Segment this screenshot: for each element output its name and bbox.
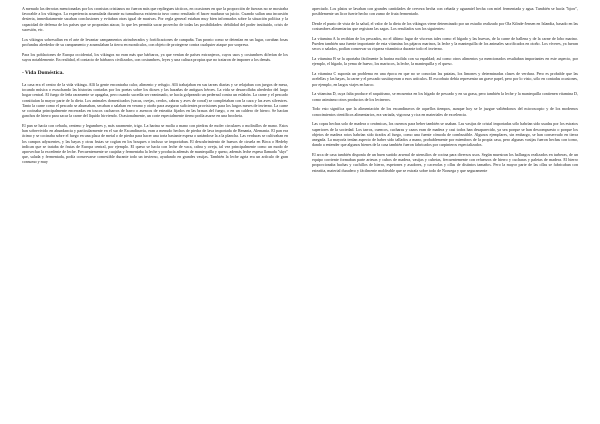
paragraph: La vitamina A la recibían de los pescados, no el último lugar de vísceras tales como el hígado y las huevas, de la carne de ballena y de la carne de lobo marino. Pueden también una fuente importante de esta vitamina los pájaros marinos, la leche y la mantequilla de los animales sacrificados en otoño. Los víveres, ya fueran secos o salados, podían conservar su riqueza vitamínica durante todo el invierno.	[312, 36, 578, 52]
left-column	[22, 6, 288, 424]
paragraph: La vitamina B se la aportaba fácilmente la harina molida con su espaldad; así como otros alimentos ya mencionados resultaban importantes en este aspecto, por ejemplo, el hígado, la yema de huevo, los mariscos, la leche, la mantequilla y el queso.	[312, 56, 578, 67]
paragraph: El pan se hacía con cebada, centeno y legumbres y, más raramente, trigo. La harina se molía a mano con piedras de moler circulares o molinillos de mano. Estos han sobrevivido en abundancia y particularmente en el sur de Escandinavia, eran a menudo hechos de piedra de lava importada de Renania, Alemania. El pan era ácimo y se cocinaba sobre el fuego en una placa de metal o de piedra para hacer una torta bastante espesa o untándose la a la plancha. Las verduras se cultivaban en los campos adyacentes, y las bayas y otras frutas se cogían en los bosques o incluso se importaban. El descubrimiento de huesos de ciruela en Birca o Hedeby indican que se trataba de frutas de Europa central, por ejemplo. El queso se hacía con leche de vaca, cabra y oveja, tal vez principalmente como un modo de aprovechar la excedente de leche. Frecuentemente se cuajaba y fermentaba la leche y producía además de mantequilla y queso, además leche espesa llamada "skyr" que, salada y fermentada, podía conservarse comestible durante todo un invierno, ayudando en grandes vasijas. También la leche agria era un artículo de gran consumo y muy	[22, 123, 288, 165]
paragraph: Los vikingos sobresalían en el arte de levantar campamentos atrincherados y fortificaciones de campaña. Tan pronto como se detenían en un lugar, cavaban fosas profundas alrededor de su campamento y acumulaban la tierra en montículos, con objeto de protegerse contra cualquier ataque por sorpresa.	[22, 36, 288, 47]
paragraph: apreciado. Los platos se lavaban con grandes cantidades de cerveza hecha con cebada y aguamiel hecha con miel fermentada y agua. También se hacía "bjorr", posiblemente un licor fuerte hecho con zumo de fruta fermentado.	[312, 6, 578, 17]
paragraph: La vitamina D, cuya falta produce el raquitismo, se encuentra en los hígado de pescado y en su grasa, pero también la leche y la mantequilla contienen vitamina D, como asimismo otros productos de los lecineros.	[312, 91, 578, 102]
heading-bullet: -	[22, 70, 24, 77]
paragraph: La vitamina C suponía un problema en una época en que no se conocían las patatas, los limones y determinadas clases de verdura. Pero es probable que las acelellas y las bayas, la carne y el pescado sustituyeran a esos artículos. El escorbuto debía representar un grave papel, pero por lo visto, sólo en contadas ocasiones, por ejemplo, en largos viajes en barco.	[312, 71, 578, 87]
paragraph: Todo esto significa que la alimentación de los escandinavos de aquellos tiempos, aunque hoy se le juzgue valiéndonos del microscopio y de los modernos conocimientos científicos alimentarios, era variada, vigorosa y rica en materiales de excelencia.	[312, 106, 578, 117]
section-heading	[22, 70, 288, 76]
section-heading-text: Vida Doméstica.	[24, 70, 64, 77]
right-column	[312, 6, 578, 424]
paragraph: El arca de casa también disponía de un buen surtido arsenal de utensilios de cocina para diversos usos. Según muestran los hallazgos realizados en turberas, de un equipo corriente formaban parte artesas y cubos de madera, vasijas y cubetas, frecuentemente con refuerzos de hierro y cucharas y paletas de madera. El hierro proporcionaba hachas y cuchillos de hierro, espetones y asadores, y cacerolas y ollas de distintos tamaños. Pero la mayor parte de las ollas se fabricaban con esteatita, material duradero y fácilmente moldeable que se extraía sobre todo de Noruega y que seguramente	[312, 152, 578, 173]
paragraph: La casa era el centro de la vida vikinga. Allí la gente encontraba calor, alimento y refugio. Allí trabajaban en sus tareas diarias y se relajaban con juegos de mesa, tocando música o escuchando las historias contadas por los poetas sobre los dioses y las hazañas de antiguos héroes. La vida se desarrollaba alrededor del largo hogar central. El fuego de leña raramente se apagaba, pero cuando sucedía ser reanimado, se hacía golpeando un pedernal contra un eslabón. La carne y el pescado constituían la mayor parte de la dieta. Los animales domesticados (vacas, ovejas, cerdos, cabras y aves de corral) se completaban con la caza y las aves silvestres. Tanto la carne como el pescado se ahumaban, secaban o salaban en verano y otoño para asegurar suficientes provisiones para los largos meses de invierno. La carne se cocinaba principalmente encerradas en toscos cacharros de barro o asencos de esteatita fijados en las brasas del fuego, o en un caldero de hierro. Se hacían ganchos de hierro para sacar la carne del líquido hirviendo. Ocasionalmente, un corte especialmente tierno podía asarse en una brocheta.	[22, 82, 288, 119]
paragraph: Desde el punto de vista de la salud, el valor de la dieta de los vikingos viene determinado por un estudio realizado por Ola Kilnde-Jensen en Islandia, basado en las costumbres alimentarias que registran las sagas. Los resultados son los siguientes:	[312, 21, 578, 32]
paragraph: A menudo las derrotas mencionadas por los cronistas cristianos no fueron más que repliegues tácticos, en ocasiones en que la proporción de fuerzas no se mostraba favorable a los vikingos. La experiencia acumulada durante su tumultuosa existencia tuvo como resultado el hacer madurar su juicio. Cuando salían una incursión desierta, inmediatamente sacaban conclusiones y evitaban otras igual de masivas. Por regla general estaban muy bien informados sobre la situación política y la capacidad de defensa de los países que se proponían atacar, lo que les permitía sacar provecho de todas las posibilidades: debilidad del poder instituido, crisis de sucesión, etc.	[22, 6, 288, 32]
paragraph: Las copas hechas solo de madera o cerámicas, los cuernos para beber también se usaban. Las vasijas de cristal importadas sólo habrían sido usadas por los estratos superiores de la sociedad. Los tarros, cuencos, cucharas y cazos eran de madera y casi todos han desaparecido, ya sea porque se han descompuesto o porque los objetos de madera rotos habrían sido tirados al fuego, como una fuente cómoda de combustible. Algunos ejemplares, sin embargo, se han conservado en tierra anegada. La mayoría tenían aspecto de haber sido tallados a mano, probablemente por miembros de la propia casa, pero algunas vasijas fueron hechas con torno, dando a entender que algunos bienes de la casa también fueron fabricados por carpinteros especializados.	[312, 121, 578, 148]
paragraph: Para los poblaciones de Europa occidental, los vikingos no eran más que bárbaros, ya que venían de países extranjeros, cuyos usos y costumbres diferían de los suyos notablemente. En realidad, el contacto de bárbaros civilizados, con costumbres, leyes y una cultura propias que no trataron de imponer a los demás.	[22, 51, 288, 62]
